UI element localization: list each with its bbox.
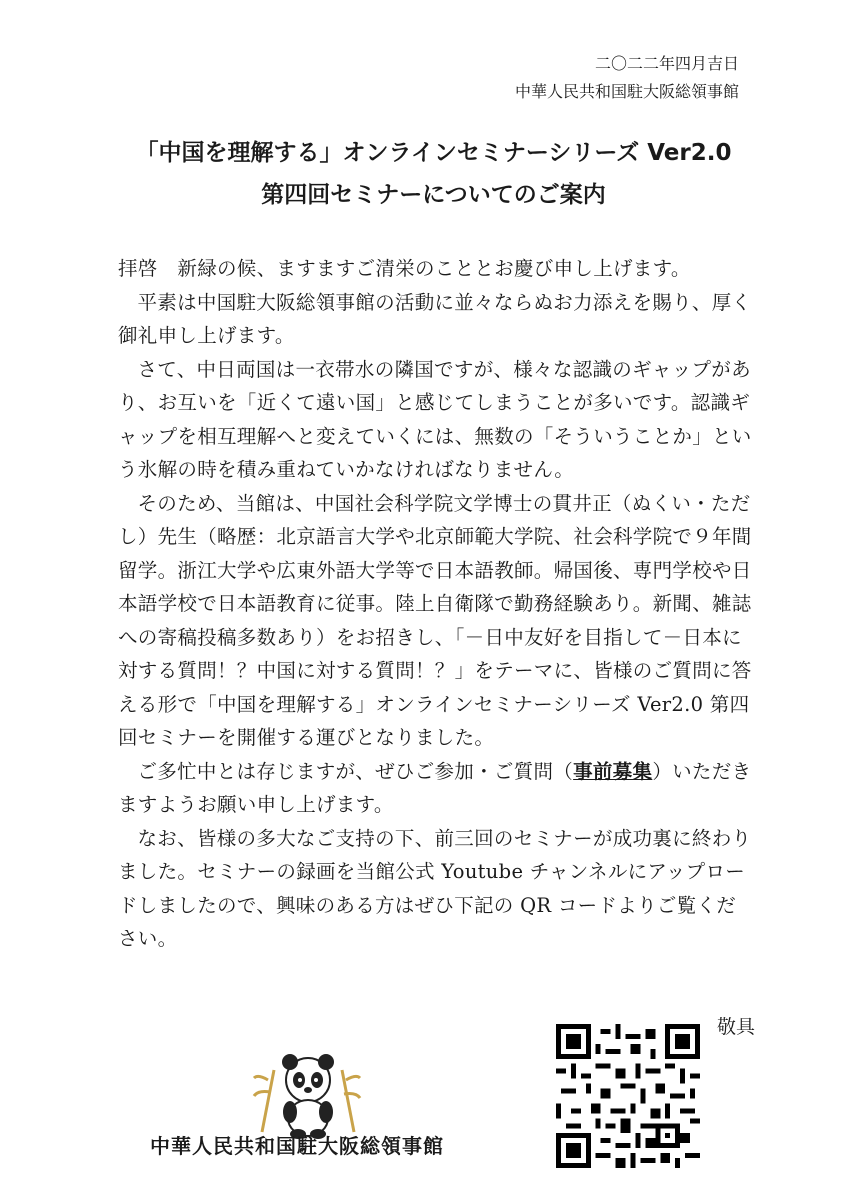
title-line-2: 第四回セミナーについてのご案内 (261, 182, 606, 208)
sender-org: 中華人民共和国駐大阪総領事館 (514, 82, 739, 101)
thanks-paragraph: 平素は中国駐大阪総領事館の活動に並々ならぬお力添えを賜り、厚く御礼申し上げます。 (118, 290, 752, 347)
letter-date: 二〇二二年四月吉日 (594, 54, 739, 73)
recording-paragraph: なお、皆様の多大なご支持の下、前三回のセミナーが成功裏に終わりました。セミナーの録画を当館公式 Youtube チャンネルにアップロードしましたので、興味のある方はぜひ下記の QR コードよりご覧ください。 (118, 826, 752, 950)
panda-icon (248, 1040, 368, 1140)
greeting-paragraph: 拝啓 新緑の候、ますますご清栄のこととお慶び申し上げます。 (118, 257, 691, 280)
invitation-text-post: ）いただきますようお願い申し上げます。 (118, 759, 752, 816)
background-paragraph: さて、中日両国は一衣帯水の隣国ですが、様々な認識のギャップがあり、お互いを「近くて遠い国」と感じてしまうことが多いです。認識ギャップを相互理解へと変えていくには、無数の「そういうことか」という氷解の時を積み重ねていかなければなりません。 (118, 357, 752, 481)
closing-remark: 敬具 (716, 1016, 755, 1038)
seminar-paragraph: そのため、当館は、中国社会科学院文学博士の貫井正（ぬくい・ただし）先生（略歴：北京語言大学や北京師範大学院、社会科学院で９年間留学。浙江大学や広東外語大学等で日本語教師。帰国後、専門学校や日本語学校で日本語教育に従事。陸上自衛隊で勤務経験あり。新聞、雑誌への寄稿投稿多数あり）をお招きし、「－日中友好を目指して－日本に対する質問！？中国に対する質問！？」をテーマに、皆様のご質問に答える形で「中国を理解する」オンラインセミナーシリーズ Ver2.0 第四回セミナーを開催する運びとなりました。 (118, 491, 752, 749)
footer-org-name: 中華人民共和国駐大阪総領事館 (150, 1134, 444, 1158)
title-line-1: 「中国を理解する」オンラインセミナーシリーズ Ver2.0 (135, 140, 732, 166)
invitation-text-pre: ご多忙中とは存じますが、ぜひご参加・ご質問（ (137, 759, 574, 783)
header-block (515, 50, 739, 106)
letter-body (118, 252, 753, 956)
invitation-paragraph (118, 755, 753, 822)
qr-code-icon[interactable] (556, 1024, 700, 1168)
pre-registration-link[interactable]: 事前募集 (573, 759, 653, 783)
